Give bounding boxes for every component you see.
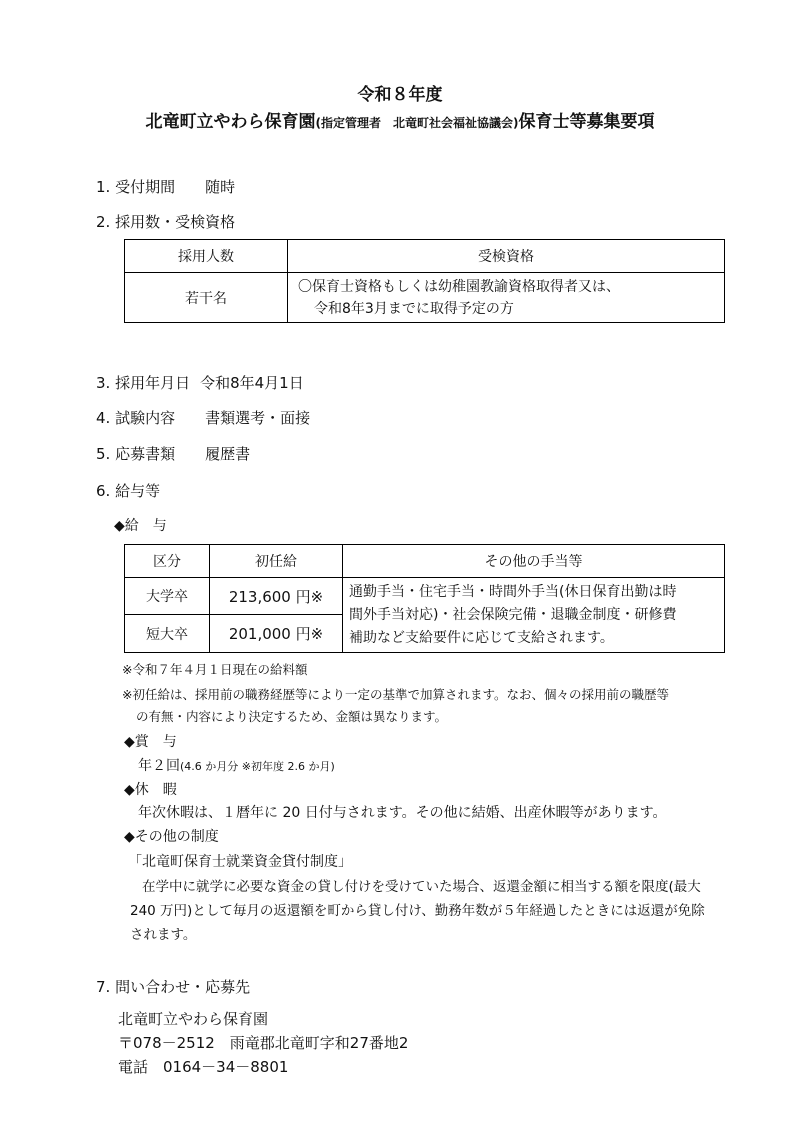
holiday-heading: ◆休 暇 (124, 782, 177, 798)
title-sub: (指定管理者 北竜町社会福祉協議会) (315, 116, 519, 130)
allowance-line-1: 通勤手当・住宅手当・時間外手当(休日保育出勤は時 (349, 583, 677, 600)
section-5-label: 5. 応募書類 (96, 445, 176, 463)
salary-header-amount: 初任給 (210, 545, 343, 578)
salary-row-category: 大学卒 (125, 578, 210, 615)
section-1 (96, 176, 235, 197)
other-system-line-2: 240 万円)として毎月の返還額を町から貸し付け、勤務年数が５年経過したときには返還が免除 (130, 903, 705, 919)
section-3 (96, 372, 304, 393)
qualification-line-1: 〇保育士資格もしくは幼稚園教諭資格取得者又は、 (298, 278, 620, 295)
table-header-qualification: 受検資格 (288, 240, 725, 273)
section-5 (96, 443, 250, 464)
other-system-name: 「北竜町保育士就業資金貸付制度」 (128, 854, 352, 870)
contact-name: 北竜町立やわら保育園 (118, 1010, 269, 1028)
page-title (0, 107, 800, 132)
bonus-heading: ◆賞 与 (124, 734, 177, 750)
salary-note-2-line-2: の有無・内容により決定するため、金額は異なります。 (136, 709, 448, 724)
allowance-cell (343, 578, 725, 653)
section-7-label: 7. 問い合わせ・応募先 (96, 978, 251, 996)
holiday-text: 年次休暇は、１暦年に 20 日付与されます。その他に結婚、出産休暇等があります。 (138, 805, 667, 821)
page-title-year: 令和８年度 (357, 85, 443, 105)
contact-address: 〒078－2512 雨竜郡北竜町字和27番地2 (118, 1034, 409, 1052)
bonus-count: 年２回 (138, 758, 180, 774)
contact-phone: 電話 0164－34－8801 (118, 1058, 289, 1076)
table-header-count: 採用人数 (125, 240, 288, 273)
section-4-label: 4. 試験内容 (96, 409, 176, 427)
section-3-label: 3. 採用年月日 (96, 374, 191, 392)
salary-header-allowance: その他の手当等 (343, 545, 725, 578)
other-system-line-1: 在学中に就学に必要な資金の貸し付けを受けていた場合、返還金額に相当する額を限度(最大 (142, 879, 701, 895)
salary-heading: ◆給 与 (114, 518, 167, 534)
qualification-table (124, 239, 725, 323)
qualification-line-2: 令和8年3月までに取得予定の方 (314, 300, 514, 317)
allowance-line-2: 間外手当対応)・社会保険完備・退職金制度・研修費 (349, 606, 677, 623)
section-4-value: 書類選考・面接 (205, 409, 311, 427)
title-tail: 保育士等募集要項 (518, 112, 655, 132)
bonus-value (138, 755, 335, 775)
salary-note-2-line-1: ※初任給は、採用前の職務経歴等により一定の基準で加算されます。なお、個々の採用前の職歴等 (122, 687, 669, 702)
salary-header-category: 区分 (125, 545, 210, 578)
section-1-label: 1. 受付期間 (96, 178, 176, 196)
section-4 (96, 407, 310, 428)
salary-table (124, 544, 725, 653)
other-system-line-3: されます。 (130, 927, 197, 943)
salary-row-amount: 201,000 円※ (210, 615, 343, 653)
section-3-value: 令和8年4月1日 (200, 374, 304, 392)
section-5-value: 履歴書 (205, 445, 251, 463)
bonus-detail: (4.6 か月分 ※初年度 2.6 か月) (180, 760, 335, 773)
recruit-count: 若干名 (125, 273, 288, 323)
section-2-label: 2. 採用数・受検資格 (96, 213, 236, 231)
section-6-label: 6. 給与等 (96, 482, 161, 500)
salary-row-amount: 213,600 円※ (210, 578, 343, 615)
other-system-heading: ◆その他の制度 (124, 829, 219, 845)
salary-row-category: 短大卒 (125, 615, 210, 653)
title-main: 北竜町立やわら保育園 (145, 112, 316, 132)
section-1-value: 随時 (205, 178, 236, 196)
salary-note-1: ※令和７年４月１日現在の給料額 (122, 662, 308, 677)
qualification-cell (288, 273, 725, 323)
allowance-line-3: 補助など支給要件に応じて支給されます。 (349, 629, 614, 646)
